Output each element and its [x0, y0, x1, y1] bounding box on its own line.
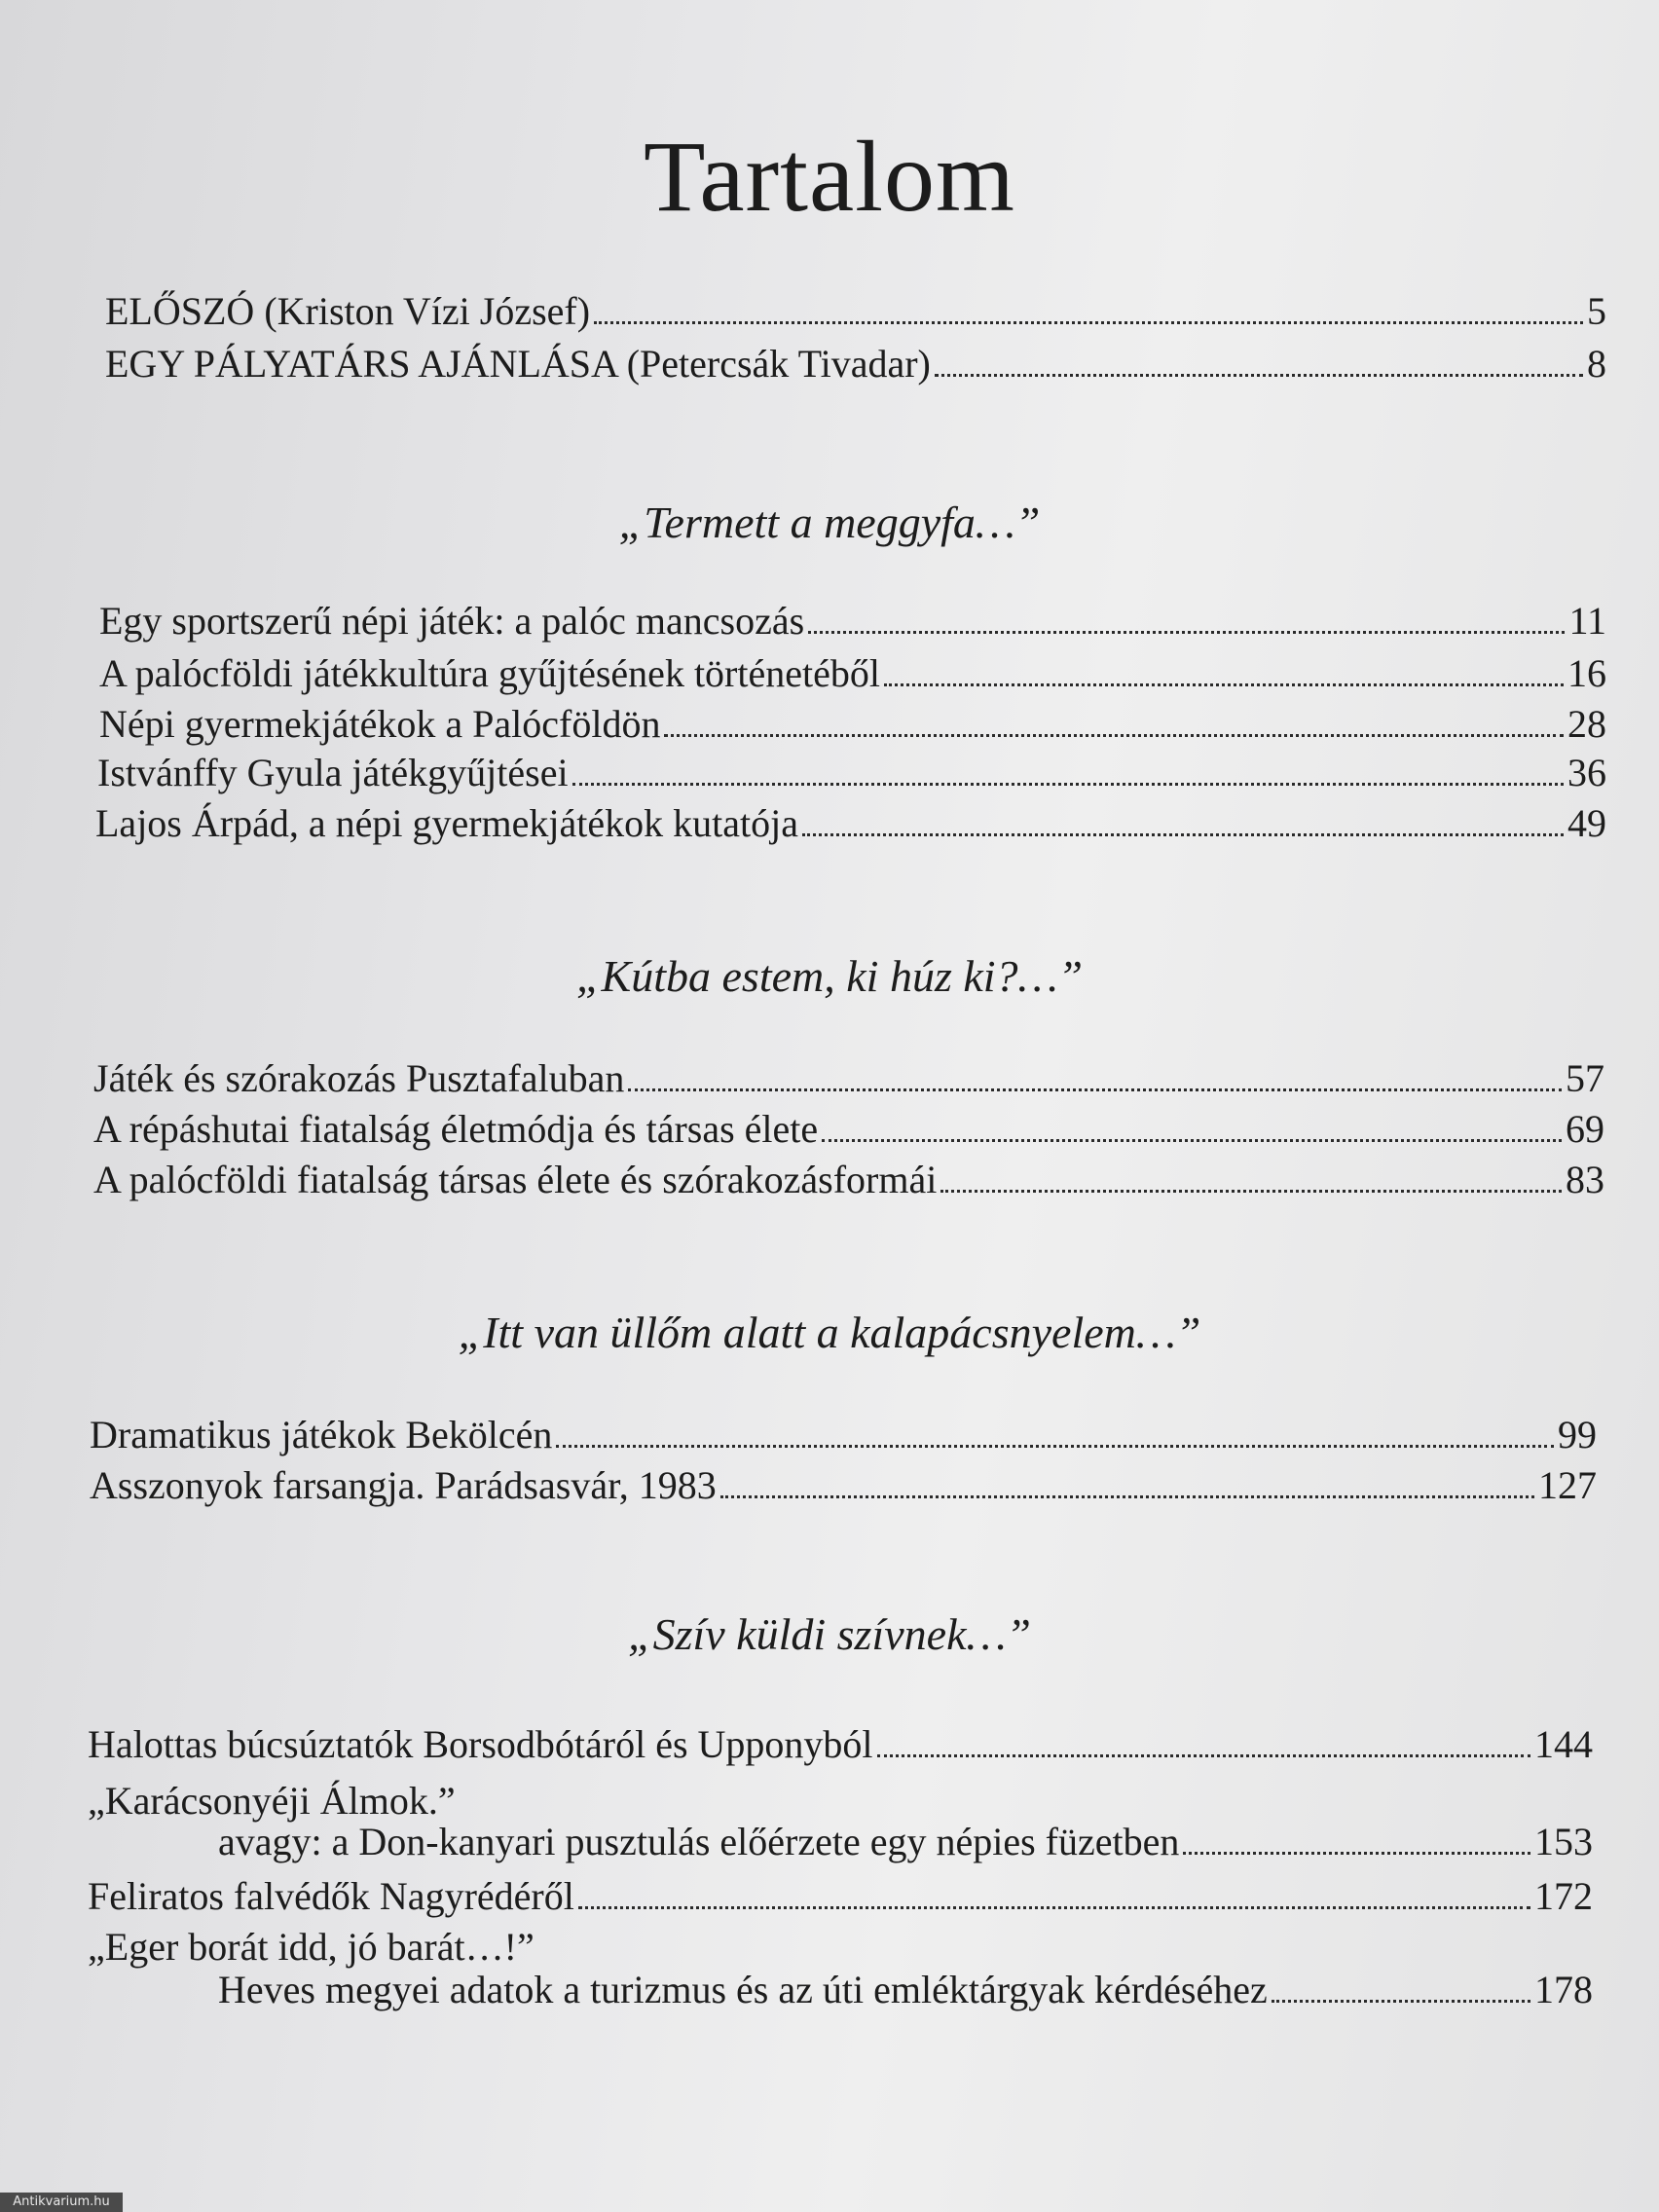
- toc-entry-page: 16: [1567, 651, 1606, 695]
- toc-entry-page: 5: [1587, 289, 1606, 333]
- toc-entry-page: 99: [1558, 1413, 1597, 1456]
- toc-entry: [88, 1721, 1593, 1768]
- toc-entry: [90, 1462, 1597, 1509]
- toc-entry-page: 69: [1566, 1107, 1604, 1151]
- toc-entry-title-line: „Karácsonyéji Álmok.”: [88, 1779, 456, 1823]
- toc-entry: [99, 701, 1606, 748]
- dot-leader: [877, 1733, 1530, 1757]
- toc-entry-page: 178: [1534, 1968, 1593, 2011]
- toc-entry: [93, 1106, 1604, 1153]
- dot-leader: [884, 662, 1564, 686]
- dot-leader: [664, 713, 1564, 737]
- toc-entry-page: 144: [1534, 1722, 1593, 1766]
- toc-entry-page: 49: [1567, 801, 1606, 845]
- dot-leader: [628, 1067, 1562, 1091]
- toc-entry: [99, 650, 1606, 697]
- toc-entry-text: A répáshutai fiatalság életmódja és társas élete: [93, 1107, 819, 1151]
- dot-leader: [808, 609, 1565, 634]
- dot-leader: [556, 1423, 1554, 1448]
- dot-leader: [720, 1474, 1534, 1498]
- section-heading: „Itt van üllőm alatt a kalapácsnyelem…”: [458, 1308, 1201, 1357]
- toc-entry: [93, 1055, 1604, 1102]
- toc-entry: [218, 1819, 1593, 1865]
- toc-entry: [105, 288, 1606, 335]
- dot-leader: [940, 1168, 1562, 1193]
- toc-entry-text: ELŐSZÓ (Kriston Vízi József): [105, 289, 591, 333]
- toc-entry-page: 172: [1534, 1874, 1593, 1918]
- toc-entry-text: Halottas búcsúztatók Borsodbótáról és Upponyból: [88, 1722, 873, 1766]
- section-heading: „Szív küldi szívnek…”: [628, 1609, 1031, 1659]
- dot-leader: [578, 1885, 1530, 1909]
- toc-entry-page: 8: [1587, 342, 1606, 386]
- section-heading: „Kútba estem, ki húz ki?…”: [575, 951, 1084, 1001]
- toc-entry-text: EGY PÁLYATÁRS AJÁNLÁSA (Petercsák Tivadar): [105, 342, 931, 386]
- dot-leader: [1272, 1978, 1530, 2003]
- toc-entry-text: A palócföldi játékkultúra gyűjtésének történetéből: [99, 651, 880, 695]
- dot-leader: [802, 812, 1564, 836]
- toc-entry-text: A palócföldi fiatalság társas élete és szórakozásformái: [93, 1158, 938, 1201]
- toc-entry-text: Dramatikus játékok Bekölcén: [90, 1413, 553, 1456]
- toc-entry: [95, 800, 1606, 847]
- toc-entry-page: 28: [1567, 702, 1606, 746]
- toc-entry-page: 57: [1566, 1056, 1604, 1100]
- toc-entry: [93, 1157, 1604, 1203]
- section-heading: „Termett a meggyfa…”: [618, 498, 1041, 547]
- dot-leader: [594, 300, 1583, 324]
- dot-leader: [1183, 1830, 1530, 1855]
- toc-entry-text: Játék és szórakozás Pusztafaluban: [93, 1056, 625, 1100]
- dot-leader: [935, 352, 1583, 377]
- toc-entry-text: Heves megyei adatok a turizmus és az úti emléktárgyak kérdéséhez: [218, 1968, 1268, 2011]
- toc-entry-page: 153: [1534, 1820, 1593, 1863]
- toc-entry-title-line: „Eger borát idd, jó barát…!”: [88, 1925, 535, 1969]
- toc-entry-text: Asszonyok farsangja. Parádsasvár, 1983: [90, 1463, 717, 1507]
- toc-entry: [99, 598, 1606, 645]
- toc-entry: [88, 1873, 1593, 1920]
- toc-entry-text: Istvánffy Gyula játékgyűjtései: [97, 751, 569, 794]
- dot-leader: [572, 761, 1564, 786]
- toc-entry-page: 127: [1538, 1463, 1597, 1507]
- toc-entry: [97, 750, 1606, 796]
- toc-entry-text: Egy sportszerű népi játék: a palóc mancsozás: [99, 599, 805, 643]
- toc-entry: [90, 1412, 1597, 1458]
- toc-entry-text: Lajos Árpád, a népi gyermekjátékok kutatója: [95, 801, 798, 845]
- dot-leader: [822, 1118, 1562, 1142]
- watermark: Antikvarium.hu: [0, 2193, 123, 2212]
- page-title: Tartalom: [644, 120, 1015, 233]
- toc-entry: [105, 341, 1606, 387]
- toc-entry: [218, 1967, 1593, 2013]
- toc-entry-page: 36: [1567, 751, 1606, 794]
- toc-entry-text: Népi gyermekjátékok a Palócföldön: [99, 702, 661, 746]
- toc-entry-page: 83: [1566, 1158, 1604, 1201]
- toc-entry-text: avagy: a Don-kanyari pusztulás előérzete egy népies füzetben: [218, 1820, 1180, 1863]
- toc-entry-page: 11: [1568, 599, 1606, 643]
- toc-entry-text: Feliratos falvédők Nagyrédéről: [88, 1874, 574, 1918]
